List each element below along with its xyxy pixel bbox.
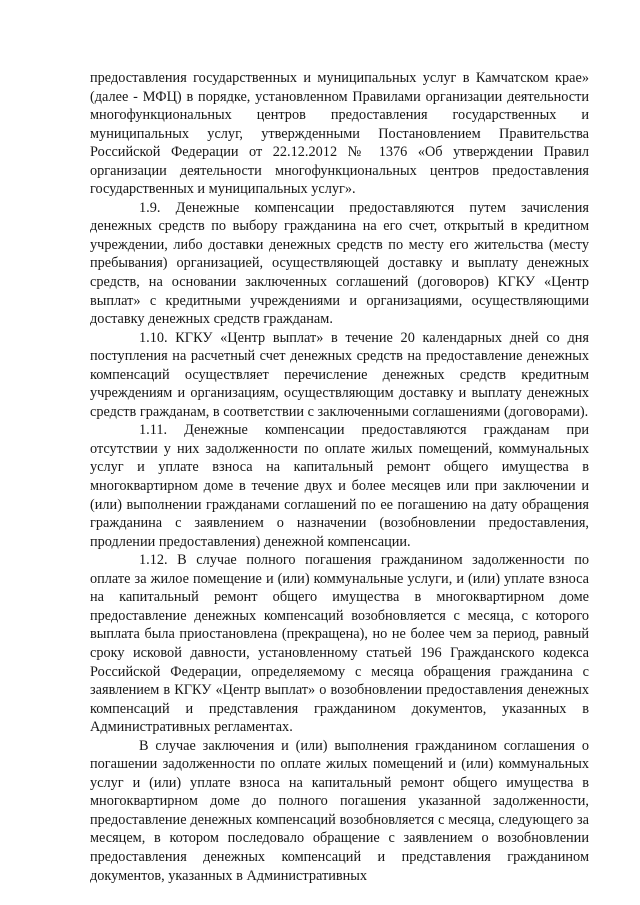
paragraph-1-10: 1.10. КГКУ «Центр выплат» в течение 20 календарных дней со дня поступления на расчетный счет денежных средств на предоставление денежных компенсаций осуществляет перечисление денежных средств кредитным учреждениям и организациям, осуществляющим доставку и выплату денежных средств гражданам, в соответствии с заключенными соглашениями (договорами). — [90, 329, 589, 420]
document-page — [90, 69, 589, 885]
paragraph-mfc-continuation: предоставления государственных и муниципальных услуг в Камчатском крае» (далее - МФЦ) в порядке, установленном Правилами организации деятельности многофункциональных центров предоставления государственных и муниципальных услуг, утвержденными Постановлением Правительства Российской Федерации от 22.12.2012 № 1376 «Об утверждении Правил организации деятельности многофункциональных центров предоставления государственных и муниципальных услуг». — [90, 70, 589, 198]
paragraph-1-12: 1.12. В случае полного погашения гражданином задолженности по оплате за жилое помещение и (или) коммунальные услуги, и (или) уплате взноса на капитальный ремонт общего имущества в многоквартирном доме предоставление денежных компенсаций возобновляется с месяца, с которого выплата была приостановлена (прекращена), но не более чем за период, равный сроку исковой давности, установленному статьей 196 Гражданского кодекса Российской Федерации, определяемому с месяца обращения гражданина с заявлением в КГКУ «Центр выплат» о возобновлении предоставления денежных компенсаций и представления гражданином документов, указанных в Административных регламентах. — [90, 552, 589, 736]
paragraph-agreement: В случае заключения и (или) выполнения гражданином соглашения о погашении задолженности по оплате жилых помещений и (или) коммунальных услуг и (или) уплате взноса на капитальный ремонт общего имущества в многоквартирном доме до полного погашения указанной задолженности, предоставление денежных компенсаций возобновляется с месяца, следующего за месяцем, в котором последовало обращение с заявлением о возобновлении предоставления денежных компенсаций и представления гражданином документов, указанных в Административных — [90, 737, 589, 884]
paragraph-1-9: 1.9. Денежные компенсации предоставляются путем зачисления денежных средств по выбору гражданина на его счет, открытый в кредитном учреждении, либо доставки денежных средств по месту его жительства (месту пребывания) организацией, осуществляющей доставку и выплату денежных средств, на основании заключенных соглашений (договоров) КГКУ «Центр выплат» с кредитными учреждениями и организациями, осуществляющими доставку денежных средств гражданам. — [90, 199, 589, 328]
paragraph-1-11: 1.11. Денежные компенсации предоставляются гражданам при отсутствии у них задолженности по оплате жилых помещений, коммунальных услуг и уплате взноса на капитальный ремонт общего имущества в многоквартирном доме в течение двух и более месяцев или при заключении и (или) выполнении гражданами соглашений по ее погашению на дату обращения гражданина с заявлением о назначении (возобновлении предоставления, продлении предоставления) денежной компенсации. — [90, 422, 589, 550]
